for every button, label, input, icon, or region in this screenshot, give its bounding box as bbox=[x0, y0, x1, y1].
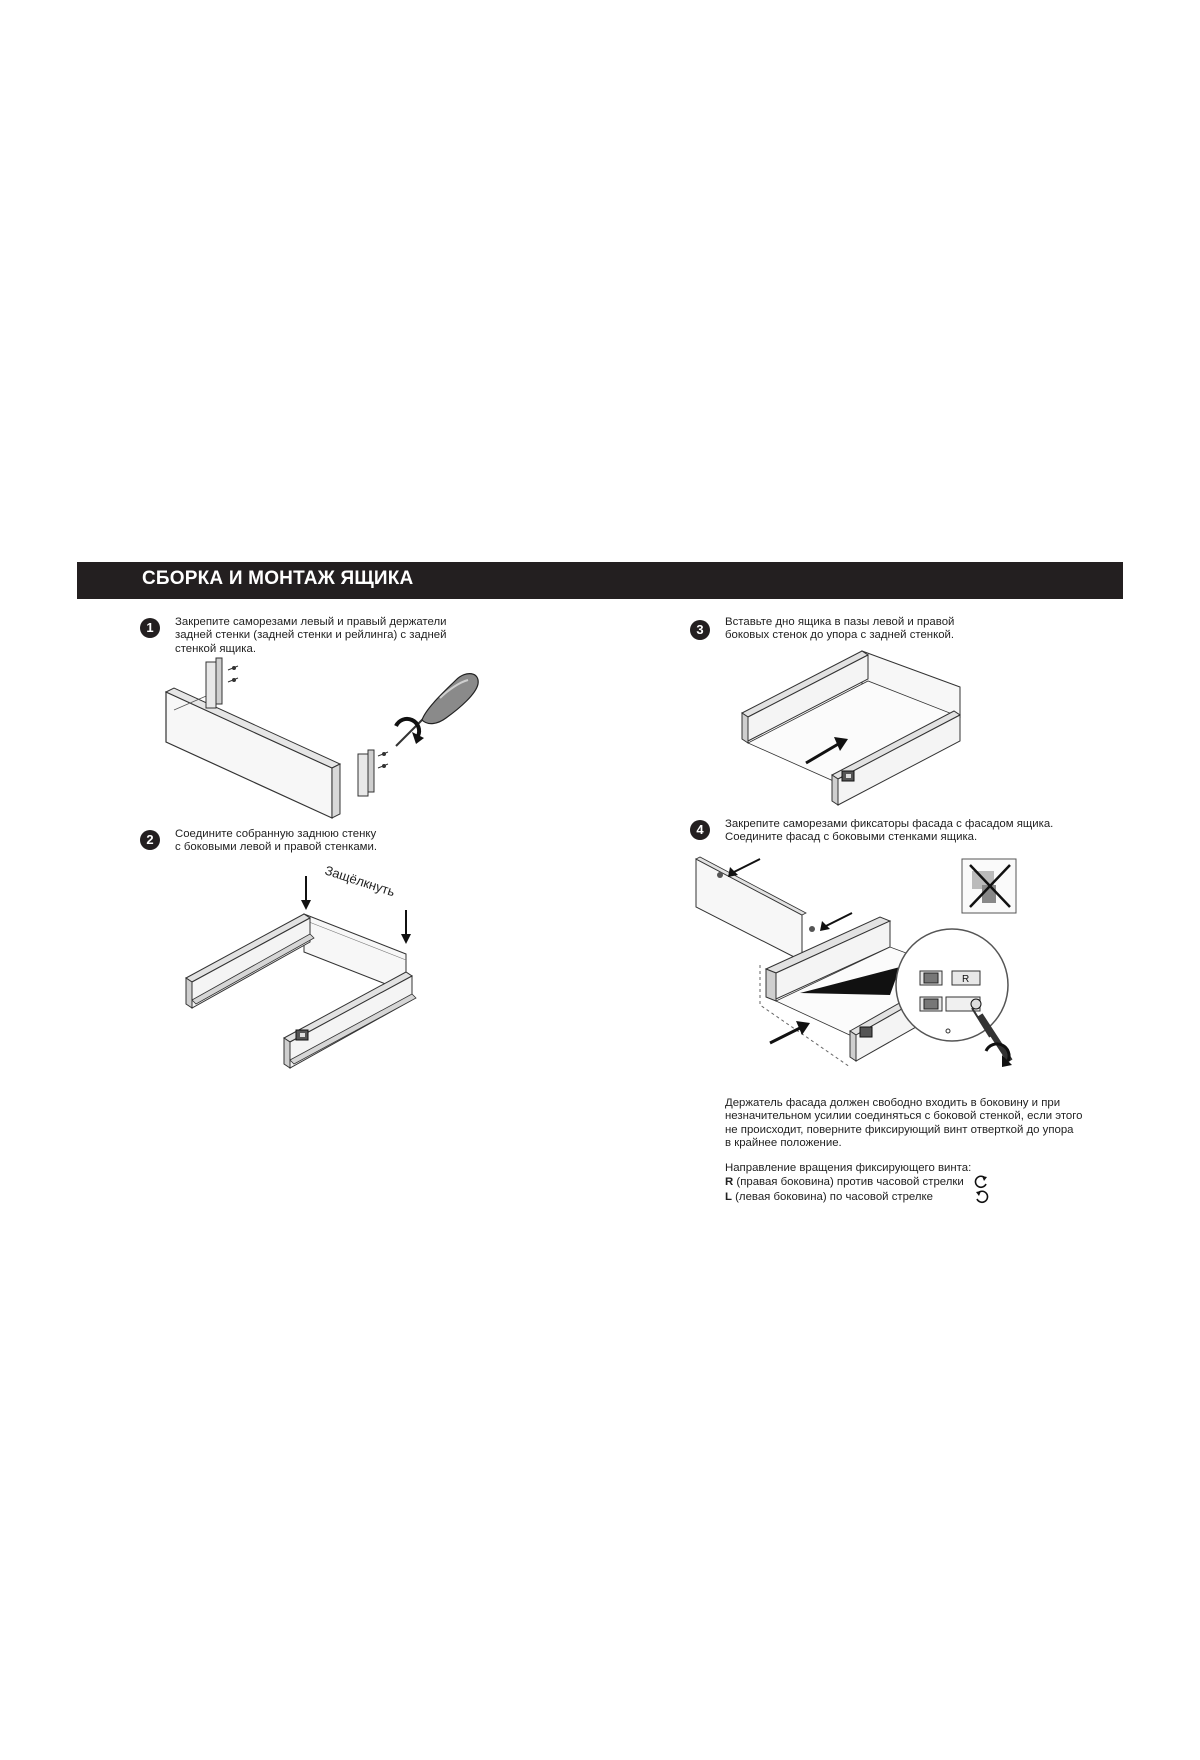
side-walls-assembly-illustration bbox=[180, 858, 440, 1073]
front-panel-mounting-illustration bbox=[690, 855, 1020, 1095]
front-holder-note: Держатель фасада должен свободно входить в боковину и при незначительном усилии соединяться с боковой стенкой, если этого не происходит, поверните фиксирующий винт отверткой до упора в крайнее положение. bbox=[725, 1097, 1083, 1150]
section-banner bbox=[77, 562, 1123, 599]
page-title: СБОРКА И МОНТАЖ ЯЩИКА bbox=[142, 568, 414, 589]
step-instruction: Закрепите саморезами фиксаторы фасада с фасадом ящика. Соедините фасад с боковыми стенками ящика. bbox=[725, 818, 1054, 844]
rotation-direction-note: Направление вращения фиксирующего винта: R (правая боковина) против часовой стрелки L (левая боковина) по часовой стрелке bbox=[725, 1162, 990, 1204]
direction-right: R (правая боковина) против часовой стрелки bbox=[725, 1175, 990, 1189]
side-label: R bbox=[962, 974, 970, 985]
clockwise-icon bbox=[974, 1190, 990, 1204]
step-number-badge: 2 bbox=[140, 830, 160, 850]
step-instruction: Вставьте дно ящика в пазы левой и правой боковых стенок до упора с задней стенкой. bbox=[725, 616, 955, 642]
step-instruction: Соедините собранную заднюю стенку с боковыми левой и правой стенками. bbox=[175, 828, 378, 854]
step-instruction: Закрепите саморезами левый и правый держатели задней стенки (задней стенки и рейлинга) с задней стенкой ящика. bbox=[175, 616, 447, 655]
step-number-badge: 4 bbox=[690, 820, 710, 840]
drawer-bottom-insertion-illustration bbox=[738, 645, 968, 815]
step-number-badge: 1 bbox=[140, 618, 160, 638]
counterclockwise-icon bbox=[973, 1175, 989, 1189]
snap-callout: Защёлкнуть bbox=[323, 862, 397, 900]
step-number-badge: 3 bbox=[690, 620, 710, 640]
direction-left: L (левая боковина) по часовой стрелке bbox=[725, 1190, 990, 1204]
back-wall-screwdriver-illustration bbox=[160, 650, 500, 825]
